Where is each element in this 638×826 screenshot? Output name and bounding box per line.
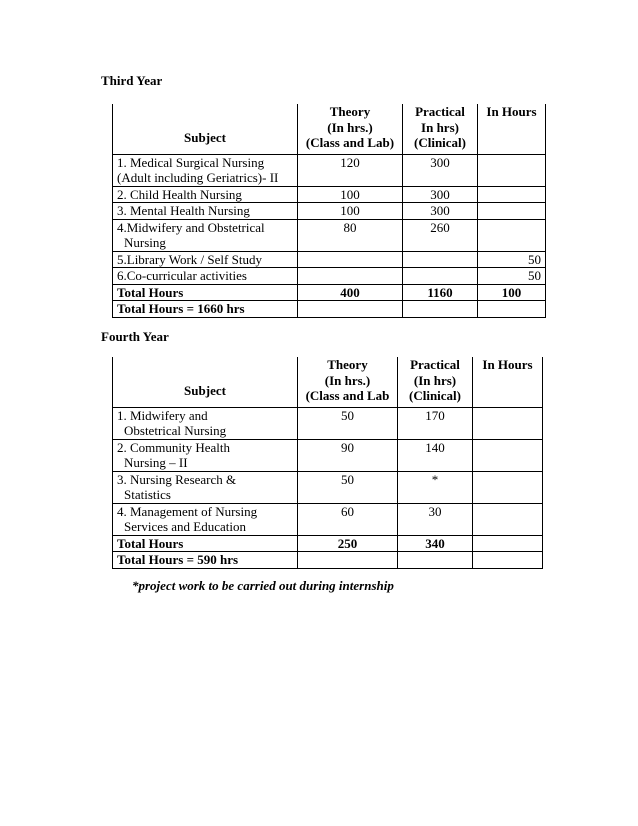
hours-cell: [478, 203, 546, 220]
total-practical: 340: [398, 535, 473, 552]
fourth-year-table: [112, 357, 543, 569]
hours-cell: [473, 439, 543, 471]
hours-cell: [478, 154, 546, 186]
theory-cell: [298, 268, 403, 285]
subject-cell: 3. Nursing Research & Statistics: [113, 471, 298, 503]
subject-cell: 3. Mental Health Nursing: [113, 203, 298, 220]
header-theory: Theory (In hrs.) (Class and Lab: [298, 357, 398, 407]
header-in-hours: In Hours: [473, 357, 543, 407]
fourth-year-heading: Fourth Year: [101, 329, 169, 344]
total-hours: [473, 535, 543, 552]
header-in-hours: In Hours: [478, 104, 546, 154]
total-theory: 400: [298, 284, 403, 301]
subject-cell: 2. Community Health Nursing – II: [113, 439, 298, 471]
hours-cell: [473, 407, 543, 439]
table-row: [113, 439, 543, 471]
footnote: *project work to be carried out during internship: [132, 578, 394, 593]
theory-cell: 60: [298, 503, 398, 535]
table-row: [113, 186, 546, 203]
total-label: Total Hours: [113, 535, 298, 552]
practical-cell: 300: [403, 154, 478, 186]
hours-cell: [478, 219, 546, 251]
practical-cell: [403, 251, 478, 268]
empty-cell: [478, 301, 546, 318]
third-year-table: [112, 104, 546, 318]
total-row: [113, 535, 543, 552]
subject-cell: 4. Management of Nursing Services and Education: [113, 503, 298, 535]
subject-cell: 4.Midwifery and Obstetrical Nursing: [113, 219, 298, 251]
hours-cell: 50: [478, 251, 546, 268]
theory-cell: [298, 251, 403, 268]
table-row: [113, 154, 546, 186]
total-label: Total Hours: [113, 284, 298, 301]
header-theory: Theory (In hrs.) (Class and Lab): [298, 104, 403, 154]
practical-cell: 170: [398, 407, 473, 439]
theory-cell: 120: [298, 154, 403, 186]
total-practical: 1160: [403, 284, 478, 301]
table-row: [113, 503, 543, 535]
theory-cell: 100: [298, 203, 403, 220]
practical-cell: 140: [398, 439, 473, 471]
table-row: [113, 219, 546, 251]
third-year-heading: Third Year: [101, 73, 163, 88]
hours-cell: 50: [478, 268, 546, 285]
subject-cell: 5.Library Work / Self Study: [113, 251, 298, 268]
table-row: [113, 203, 546, 220]
header-practical: Practical In hrs) (Clinical): [403, 104, 478, 154]
subject-cell: 1. Midwifery and Obstetrical Nursing: [113, 407, 298, 439]
practical-cell: [403, 268, 478, 285]
practical-cell: 30: [398, 503, 473, 535]
table-row: [113, 407, 543, 439]
table-row: [113, 251, 546, 268]
grand-total: Total Hours = 590 hrs: [113, 552, 298, 569]
practical-cell: 300: [403, 186, 478, 203]
grand-total-row: [113, 301, 546, 318]
hours-cell: [478, 186, 546, 203]
empty-cell: [298, 552, 398, 569]
total-hours: 100: [478, 284, 546, 301]
theory-cell: 100: [298, 186, 403, 203]
header-subject: Subject: [113, 104, 298, 154]
theory-cell: 90: [298, 439, 398, 471]
practical-cell: 300: [403, 203, 478, 220]
hours-cell: [473, 471, 543, 503]
empty-cell: [473, 552, 543, 569]
subject-cell: 6.Co-curricular activities: [113, 268, 298, 285]
table-row: [113, 268, 546, 285]
header-practical: Practical (In hrs) (Clinical): [398, 357, 473, 407]
theory-cell: 80: [298, 219, 403, 251]
grand-total: Total Hours = 1660 hrs: [113, 301, 298, 318]
header-subject: Subject: [113, 357, 298, 407]
table-header-row: [113, 104, 546, 154]
theory-cell: 50: [298, 407, 398, 439]
table-row: [113, 471, 543, 503]
theory-cell: 50: [298, 471, 398, 503]
empty-cell: [398, 552, 473, 569]
subject-cell: 2. Child Health Nursing: [113, 186, 298, 203]
subject-cell: 1. Medical Surgical Nursing (Adult including Geriatrics)- II: [113, 154, 298, 186]
table-header-row: [113, 357, 543, 407]
hours-cell: [473, 503, 543, 535]
total-theory: 250: [298, 535, 398, 552]
empty-cell: [298, 301, 403, 318]
empty-cell: [403, 301, 478, 318]
total-row: [113, 284, 546, 301]
practical-cell: *: [398, 471, 473, 503]
practical-cell: 260: [403, 219, 478, 251]
grand-total-row: [113, 552, 543, 569]
